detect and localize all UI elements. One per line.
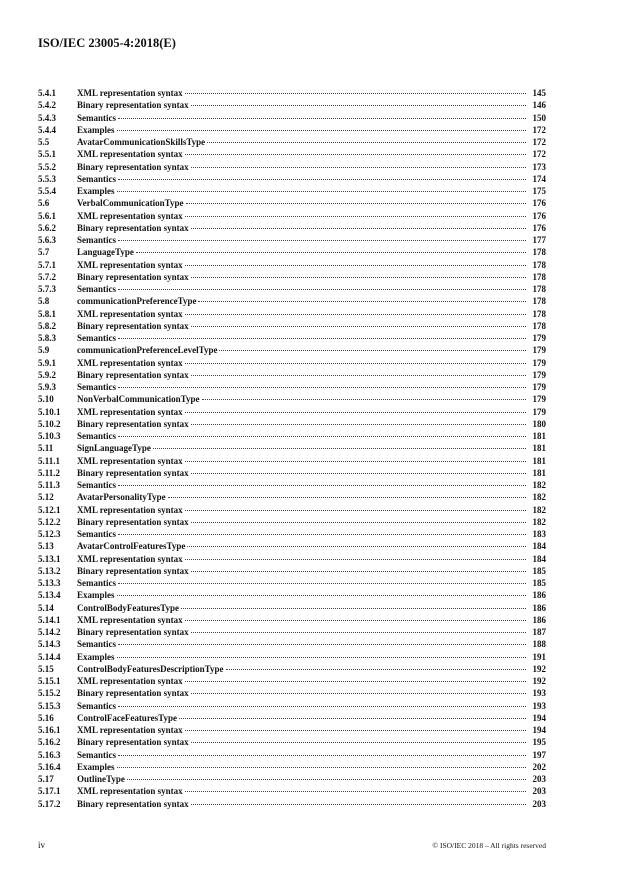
toc-entry-number: 5.15.2: [38, 688, 61, 699]
toc-dot-leader: [207, 142, 526, 143]
toc-dot-leader: [185, 620, 526, 621]
toc-entry-number: 5.16.4: [38, 761, 61, 772]
toc-dot-leader: [202, 399, 526, 400]
toc-entry-title: Examples: [77, 186, 115, 196]
toc-entry[interactable]: [38, 479, 546, 491]
toc-entry[interactable]: [38, 87, 546, 99]
toc-dot-leader: [117, 767, 526, 768]
toc-entry-page: 192: [532, 663, 546, 674]
toc-entry-title: Semantics: [77, 382, 116, 392]
toc-entry[interactable]: [38, 320, 546, 332]
toc-entry[interactable]: [38, 234, 546, 246]
toc-entry-number: 5.4.1: [38, 88, 56, 98]
toc-entry-number: 5.12.2: [38, 516, 61, 527]
toc-entry-number: 5.6.1: [38, 210, 56, 221]
toc-entry-number: 5.15: [38, 663, 54, 674]
toc-entry-page: 175: [532, 186, 546, 196]
toc-entry-number: 5.5: [38, 137, 50, 147]
toc-entry-title: Semantics: [77, 578, 116, 588]
toc-entry-title: XML representation syntax: [77, 676, 183, 686]
toc-entry[interactable]: [38, 589, 546, 601]
toc-entry[interactable]: [38, 785, 546, 797]
toc-entry-title: XML representation syntax: [77, 259, 183, 270]
toc-entry-title: ControlBodyFeaturesType: [77, 602, 180, 613]
toc-entry-title: NonVerbalCommunicationType: [77, 394, 200, 405]
toc-entry-title: Binary representation syntax: [77, 737, 189, 748]
toc-entry-title: XML representation syntax: [77, 88, 183, 98]
toc-entry-page: 179: [532, 382, 546, 392]
toc-dot-leader: [118, 436, 526, 437]
toc-dot-leader: [191, 571, 526, 572]
toc-entry-number: 5.10.2: [38, 418, 61, 429]
toc-entry-title: Semantics: [77, 284, 116, 294]
toc-entry-title: VerbalCommunicationType: [77, 198, 184, 209]
toc-entry-number: 5.13.4: [38, 590, 61, 601]
toc-entry-number: 5.11: [38, 443, 54, 454]
toc-entry-number: 5.14.3: [38, 639, 61, 650]
toc-entry-page: 194: [532, 712, 546, 723]
toc-entry[interactable]: [38, 773, 546, 785]
toc-entry[interactable]: [38, 467, 546, 479]
toc-dot-leader: [185, 154, 526, 155]
toc-entry-number: 5.6.3: [38, 235, 56, 245]
toc-entry-page: 185: [532, 578, 546, 588]
toc-entry-page: 203: [532, 798, 546, 809]
toc-entry-page: 181: [532, 467, 546, 478]
toc-entry-number: 5.8.3: [38, 333, 56, 343]
toc-dot-leader: [118, 755, 526, 756]
toc-entry[interactable]: [38, 332, 546, 344]
toc-entry-number: 5.16.2: [38, 737, 61, 748]
toc-entry-number: 5.7: [38, 247, 50, 258]
toc-entry[interactable]: [38, 197, 546, 209]
toc-entry-number: 5.5.4: [38, 186, 56, 196]
toc-entry-page: 178: [532, 320, 546, 331]
toc-entry[interactable]: [38, 148, 546, 160]
toc-entry-title: Binary representation syntax: [77, 467, 189, 478]
table-of-contents: [38, 87, 546, 810]
toc-entry-title: XML representation syntax: [77, 614, 183, 625]
toc-entry-number: 5.14.4: [38, 651, 61, 662]
toc-entry-title: Semantics: [77, 333, 116, 343]
toc-entry-number: 5.9: [38, 345, 50, 356]
toc-dot-leader: [118, 118, 526, 119]
toc-entry-title: communicationPreferenceType: [77, 296, 197, 307]
toc-entry-page: 181: [532, 443, 546, 454]
toc-entry-number: 5.7.2: [38, 271, 56, 282]
toc-entry-page: 179: [532, 394, 546, 405]
toc-entry[interactable]: [38, 308, 546, 320]
toc-entry[interactable]: [38, 638, 546, 650]
toc-entry[interactable]: [38, 798, 546, 810]
toc-entry[interactable]: [38, 246, 546, 258]
toc-entry-number: 5.12.1: [38, 504, 61, 515]
toc-entry[interactable]: [38, 528, 546, 540]
toc-dot-leader: [191, 167, 526, 168]
toc-entry[interactable]: [38, 700, 546, 712]
toc-entry-number: 5.6.2: [38, 222, 56, 233]
toc-entry-page: 181: [532, 455, 546, 466]
toc-entry-page: 182: [532, 480, 546, 490]
toc-entry-page: 203: [532, 774, 546, 784]
toc-entry[interactable]: [38, 222, 546, 234]
toc-entry-title: Semantics: [77, 529, 116, 539]
toc-dot-leader: [185, 730, 526, 731]
toc-entry-title: XML representation syntax: [77, 210, 183, 221]
toc-entry[interactable]: [38, 565, 546, 577]
toc-entry-title: Semantics: [77, 173, 116, 184]
toc-entry-title: Semantics: [77, 112, 116, 123]
toc-entry[interactable]: [38, 553, 546, 565]
toc-entry-page: 178: [532, 308, 546, 319]
toc-dot-leader: [185, 93, 526, 94]
toc-entry[interactable]: [38, 736, 546, 748]
toc-entry-page: 180: [532, 418, 546, 429]
toc-entry-page: 179: [532, 406, 546, 417]
toc-entry-page: 172: [532, 137, 546, 147]
toc-entry[interactable]: [38, 173, 546, 185]
toc-entry-title: XML representation syntax: [77, 149, 183, 160]
toc-dot-leader: [117, 657, 526, 658]
toc-entry-title: XML representation syntax: [77, 504, 183, 515]
toc-entry[interactable]: [38, 381, 546, 393]
toc-entry-title: XML representation syntax: [77, 308, 183, 319]
toc-entry[interactable]: [38, 663, 546, 675]
toc-dot-leader: [118, 240, 526, 241]
toc-entry-title: XML representation syntax: [77, 455, 183, 466]
toc-dot-leader: [191, 522, 526, 523]
toc-entry-number: 5.13.3: [38, 578, 61, 588]
toc-dot-leader: [118, 485, 526, 486]
toc-entry-title: AvatarCommunicationSkillsType: [77, 137, 206, 147]
toc-dot-leader: [118, 583, 526, 584]
toc-dot-leader: [191, 473, 526, 474]
toc-entry-page: 178: [532, 296, 546, 307]
toc-entry-number: 5.9.1: [38, 357, 56, 368]
toc-entry-number: 5.8.2: [38, 320, 56, 331]
toc-dot-leader: [191, 277, 526, 278]
toc-entry-title: Binary representation syntax: [77, 798, 189, 809]
toc-entry[interactable]: [38, 283, 546, 295]
toc-entry-page: 194: [532, 725, 546, 735]
toc-entry[interactable]: [38, 295, 546, 307]
toc-entry-title: SignLanguageType: [77, 443, 151, 454]
toc-entry-number: 5.9.3: [38, 382, 56, 392]
toc-entry[interactable]: [38, 626, 546, 638]
toc-entry[interactable]: [38, 577, 546, 589]
toc-dot-leader: [118, 706, 526, 707]
toc-entry-page: 172: [532, 149, 546, 160]
toc-entry[interactable]: [38, 455, 546, 467]
toc-dot-leader: [219, 350, 526, 351]
toc-dot-leader: [118, 179, 526, 180]
toc-entry-page: 195: [532, 737, 546, 748]
toc-entry-number: 5.15.3: [38, 700, 61, 711]
toc-entry-page: 179: [532, 345, 546, 356]
document-header: ISO/IEC 23005-4:2018(E): [38, 36, 176, 50]
toc-entry-number: 5.14.1: [38, 614, 61, 625]
toc-entry-title: Binary representation syntax: [77, 688, 189, 699]
toc-entry-title: Binary representation syntax: [77, 369, 189, 380]
toc-entry-title: Binary representation syntax: [77, 627, 189, 637]
toc-dot-leader: [186, 203, 526, 204]
toc-dot-leader: [185, 510, 526, 511]
toc-entry[interactable]: [38, 259, 546, 271]
toc-entry-page: 191: [532, 651, 546, 662]
toc-entry-page: 183: [532, 529, 546, 539]
toc-dot-leader: [191, 632, 526, 633]
toc-entry-title: XML representation syntax: [77, 553, 183, 564]
toc-entry-title: Binary representation syntax: [77, 222, 189, 233]
toc-dot-leader: [185, 265, 526, 266]
toc-entry-number: 5.17.1: [38, 786, 61, 797]
toc-entry[interactable]: [38, 161, 546, 173]
toc-entry-title: Binary representation syntax: [77, 565, 189, 576]
toc-entry-page: 187: [532, 627, 546, 637]
toc-entry-page: 186: [532, 602, 546, 613]
toc-entry-number: 5.4.3: [38, 112, 56, 123]
toc-dot-leader: [127, 779, 526, 780]
toc-entry-title: Semantics: [77, 480, 116, 490]
toc-entry-page: 186: [532, 614, 546, 625]
toc-entry-number: 5.12: [38, 492, 54, 503]
toc-dot-leader: [117, 595, 526, 596]
toc-entry-title: Examples: [77, 590, 115, 601]
toc-entry-page: 185: [532, 565, 546, 576]
toc-entry[interactable]: [38, 271, 546, 283]
toc-entry-title: Binary representation syntax: [77, 320, 189, 331]
toc-dot-leader: [191, 105, 526, 106]
toc-entry-number: 5.10: [38, 394, 54, 405]
toc-entry[interactable]: [38, 430, 546, 442]
toc-entry-title: Semantics: [77, 639, 116, 650]
toc-entry[interactable]: [38, 602, 546, 614]
toc-entry-number: 5.10.3: [38, 431, 61, 441]
toc-entry-number: 5.6: [38, 198, 50, 209]
toc-entry-page: 177: [532, 235, 546, 245]
copyright-notice: © ISO/IEC 2018 – All rights reserved: [432, 841, 546, 850]
toc-entry-number: 5.8.1: [38, 308, 56, 319]
toc-entry-title: communicationPreferenceLevelType: [77, 345, 218, 356]
toc-entry[interactable]: [38, 112, 546, 124]
toc-entry-number: 5.11.2: [38, 467, 61, 478]
toc-dot-leader: [191, 424, 526, 425]
toc-entry-page: 182: [532, 492, 546, 503]
toc-entry[interactable]: [38, 504, 546, 516]
toc-entry-number: 5.17: [38, 774, 54, 784]
toc-entry-title: XML representation syntax: [77, 725, 183, 735]
toc-entry-title: Examples: [77, 124, 115, 135]
toc-entry-number: 5.7.3: [38, 284, 56, 294]
toc-entry-title: Semantics: [77, 700, 116, 711]
toc-dot-leader: [226, 669, 527, 670]
toc-entry-title: Semantics: [77, 749, 116, 760]
toc-dot-leader: [185, 216, 526, 217]
toc-entry-title: XML representation syntax: [77, 357, 183, 368]
toc-entry-number: 5.4.2: [38, 100, 56, 111]
toc-entry-title: Binary representation syntax: [77, 161, 189, 172]
toc-dot-leader: [153, 448, 526, 449]
toc-entry-page: 145: [532, 88, 546, 98]
toc-entry-page: 184: [532, 541, 546, 552]
toc-entry[interactable]: [38, 418, 546, 430]
toc-dot-leader: [118, 534, 526, 535]
toc-entry-page: 179: [532, 357, 546, 368]
toc-entry-title: Semantics: [77, 235, 116, 245]
toc-entry-number: 5.14.2: [38, 627, 61, 637]
toc-entry[interactable]: [38, 761, 546, 773]
toc-dot-leader: [191, 693, 526, 694]
toc-entry-page: 178: [532, 259, 546, 270]
toc-entry[interactable]: [38, 540, 546, 552]
toc-entry[interactable]: [38, 749, 546, 761]
toc-entry-title: Binary representation syntax: [77, 100, 189, 111]
toc-dot-leader: [191, 326, 526, 327]
toc-entry-page: 203: [532, 786, 546, 797]
toc-entry-number: 5.5.1: [38, 149, 56, 160]
toc-entry-page: 186: [532, 590, 546, 601]
toc-entry[interactable]: [38, 724, 546, 736]
toc-entry[interactable]: [38, 369, 546, 381]
toc-entry[interactable]: [38, 136, 546, 148]
toc-entry-page: 176: [532, 222, 546, 233]
toc-entry-page: 202: [532, 761, 546, 772]
toc-entry-page: 174: [532, 173, 546, 184]
toc-entry-page: 188: [532, 639, 546, 650]
toc-entry[interactable]: [38, 687, 546, 699]
toc-entry-page: 182: [532, 516, 546, 527]
toc-entry-title: AvatarControlFeaturesType: [77, 541, 186, 552]
toc-entry-title: Examples: [77, 651, 115, 662]
toc-entry-page: 179: [532, 333, 546, 343]
toc-entry[interactable]: [38, 614, 546, 626]
toc-entry-number: 5.9.2: [38, 369, 56, 380]
toc-entry-page: 181: [532, 431, 546, 441]
toc-dot-leader: [118, 644, 526, 645]
toc-entry-title: Binary representation syntax: [77, 418, 189, 429]
toc-entry[interactable]: [38, 210, 546, 222]
toc-entry-page: 192: [532, 676, 546, 686]
toc-entry-number: 5.14: [38, 602, 54, 613]
toc-entry-page: 179: [532, 369, 546, 380]
toc-dot-leader: [185, 791, 526, 792]
page-number: iv: [38, 840, 46, 850]
toc-entry-page: 178: [532, 271, 546, 282]
toc-dot-leader: [198, 301, 526, 302]
toc-entry[interactable]: [38, 516, 546, 528]
toc-entry-title: Semantics: [77, 431, 116, 441]
toc-entry-title: XML representation syntax: [77, 406, 183, 417]
toc-entry-title: Binary representation syntax: [77, 271, 189, 282]
toc-entry[interactable]: [38, 185, 546, 197]
toc-entry-title: Binary representation syntax: [77, 516, 189, 527]
toc-entry-number: 5.16: [38, 712, 54, 723]
toc-entry-number: 5.8: [38, 296, 50, 307]
toc-entry-page: 146: [532, 100, 546, 111]
toc-entry-title: OutlineType: [77, 774, 125, 784]
toc-entry-title: XML representation syntax: [77, 786, 183, 797]
toc-dot-leader: [185, 314, 526, 315]
toc-dot-leader: [185, 412, 526, 413]
toc-entry[interactable]: [38, 357, 546, 369]
toc-dot-leader: [118, 289, 526, 290]
toc-entry[interactable]: [38, 124, 546, 136]
toc-entry[interactable]: [38, 406, 546, 418]
toc-entry-page: 176: [532, 210, 546, 221]
toc-dot-leader: [191, 804, 526, 805]
toc-entry-number: 5.15.1: [38, 676, 61, 686]
toc-entry-page: 193: [532, 700, 546, 711]
toc-entry[interactable]: [38, 491, 546, 503]
toc-entry-number: 5.7.1: [38, 259, 56, 270]
toc-entry-title: LanguageType: [77, 247, 134, 258]
toc-dot-leader: [187, 546, 526, 547]
toc-entry[interactable]: [38, 393, 546, 405]
toc-dot-leader: [185, 461, 526, 462]
toc-entry-page: 150: [532, 112, 546, 123]
toc-entry[interactable]: [38, 675, 546, 687]
toc-entry[interactable]: [38, 442, 546, 454]
toc-entry-page: 182: [532, 504, 546, 515]
toc-dot-leader: [191, 742, 526, 743]
toc-entry-page: 184: [532, 553, 546, 564]
toc-dot-leader: [185, 681, 526, 682]
toc-dot-leader: [185, 363, 526, 364]
toc-entry[interactable]: [38, 712, 546, 724]
toc-dot-leader: [136, 252, 526, 253]
toc-entry-number: 5.11.1: [38, 455, 61, 466]
toc-entry-number: 5.13.1: [38, 553, 61, 564]
toc-entry[interactable]: [38, 651, 546, 663]
toc-entry-page: 193: [532, 688, 546, 699]
toc-entry-page: 178: [532, 284, 546, 294]
toc-dot-leader: [168, 497, 526, 498]
toc-entry-number: 5.5.3: [38, 173, 56, 184]
toc-entry-number: 5.11.3: [38, 480, 61, 490]
toc-entry-page: 178: [532, 247, 546, 258]
toc-entry-title: ControlBodyFeaturesDescriptionType: [77, 663, 224, 674]
toc-dot-leader: [117, 130, 526, 131]
toc-entry-number: 5.16.3: [38, 749, 61, 760]
toc-dot-leader: [191, 228, 526, 229]
toc-entry-number: 5.12.3: [38, 529, 61, 539]
toc-entry-number: 5.13.2: [38, 565, 61, 576]
toc-entry-number: 5.4.4: [38, 124, 56, 135]
toc-dot-leader: [117, 191, 526, 192]
toc-entry-page: 173: [532, 161, 546, 172]
toc-dot-leader: [185, 559, 526, 560]
toc-entry-number: 5.10.1: [38, 406, 61, 417]
toc-entry-page: 176: [532, 198, 546, 209]
toc-entry-title: ControlFaceFeaturesType: [77, 712, 177, 723]
toc-dot-leader: [118, 387, 526, 388]
toc-entry-title: Examples: [77, 761, 115, 772]
toc-dot-leader: [181, 608, 526, 609]
toc-dot-leader: [179, 718, 526, 719]
toc-entry-number: 5.5.2: [38, 161, 56, 172]
toc-entry-title: AvatarPersonalityType: [77, 492, 166, 503]
toc-entry-page: 197: [532, 749, 546, 760]
toc-entry-page: 172: [532, 124, 546, 135]
toc-entry-number: 5.16.1: [38, 725, 61, 735]
toc-entry[interactable]: [38, 344, 546, 356]
toc-dot-leader: [191, 375, 526, 376]
toc-entry[interactable]: [38, 99, 546, 111]
toc-entry-number: 5.17.2: [38, 798, 61, 809]
toc-entry-number: 5.13: [38, 541, 54, 552]
toc-dot-leader: [118, 338, 526, 339]
